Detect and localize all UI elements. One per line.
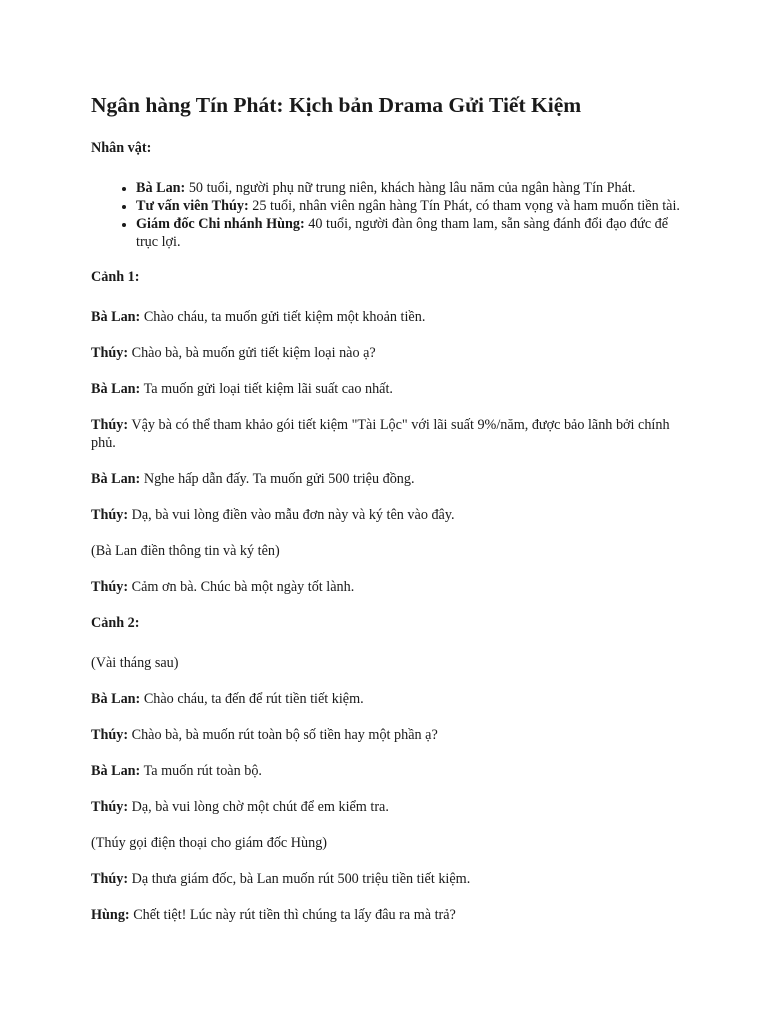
stage-direction [91,654,681,672]
dialogue-line [91,470,681,488]
dialogue-line [91,344,681,362]
dialogue-line [91,578,681,596]
characters-heading: Nhân vật: [91,140,152,156]
dialogue-line [91,906,681,924]
dialogue-text: (Vài tháng sau) [91,655,179,671]
speaker-name: Thúy: [91,871,129,887]
dialogue-text: (Bà Lan điền thông tin và ký tên) [91,543,280,559]
speaker-name: Thúy: [91,507,129,523]
speaker-name: Bà Lan: [91,763,141,779]
dialogue-text: Chào bà, bà muốn rút toàn bộ số tiền hay một phần ạ? [128,727,438,743]
speaker-name: Thúy: [91,345,129,361]
character-name: Tư vấn viên Thúy: [136,198,249,214]
dialogue-line [91,762,681,780]
dialogue-text: Dạ, bà vui lòng chờ một chút để em kiểm tra. [128,799,389,815]
speaker-name: Thúy: [91,417,129,433]
character-description: 50 tuổi, người phụ nữ trung niên, khách hàng lâu năm của ngân hàng Tín Phát. [185,180,636,196]
dialogue-line [91,690,681,708]
character-description: 25 tuổi, nhân viên ngân hàng Tín Phát, có tham vọng và ham muốn tiền tài. [248,198,680,214]
speaker-name: Bà Lan: [91,691,141,707]
speaker-name: Bà Lan: [91,381,141,397]
dialogue-line [91,416,681,452]
dialogue-text: Cảm ơn bà. Chúc bà một ngày tốt lành. [128,579,355,595]
dialogue-line [91,380,681,398]
speaker-name: Thúy: [91,799,129,815]
dialogue-text: Dạ thưa giám đốc, bà Lan muốn rút 500 triệu tiền tiết kiệm. [128,871,471,887]
document-body [91,139,681,942]
character-name: Giám đốc Chi nhánh Hùng: [136,216,305,232]
stage-direction [91,834,681,852]
dialogue-text: Dạ, bà vui lòng điền vào mẫu đơn này và ký tên vào đây. [128,507,455,523]
dialogue-line [91,726,681,744]
character-description: 40 tuổi, người đàn ông tham lam, sẵn sàng đánh đổi đạo đức để trục lợi. [136,216,669,250]
dialogue-text: Chào cháu, ta đến để rút tiền tiết kiệm. [140,691,364,707]
character-name: Bà Lan: [136,180,186,196]
speaker-name: Bà Lan: [91,471,141,487]
dialogue-text: Chào cháu, ta muốn gửi tiết kiệm một khoản tiền. [140,309,426,325]
scene-1-heading: Cảnh 1: [91,269,140,285]
dialogue-text: Chào bà, bà muốn gửi tiết kiệm loại nào ạ? [128,345,376,361]
speaker-name: Thúy: [91,579,129,595]
speaker-name: Hùng: [91,907,130,923]
speaker-name: Thúy: [91,727,129,743]
dialogue-line [91,798,681,816]
dialogue-text: Vậy bà có thể tham khảo gói tiết kiệm "Tài Lộc" với lãi suất 9%/năm, được bảo lãnh bởi chính phủ. [91,417,670,451]
speaker-name: Bà Lan: [91,309,141,325]
scene-2-heading: Cảnh 2: [91,615,140,631]
dialogue-line [91,870,681,888]
character-item [136,197,681,215]
stage-direction [91,542,681,560]
dialogue-text: Chết tiệt! Lúc này rút tiền thì chúng ta lấy đâu ra mà trả? [129,907,456,923]
character-list [91,179,681,251]
dialogue-line [91,506,681,524]
document-title: Ngân hàng Tín Phát: Kịch bản Drama Gửi Tiết Kiệm [91,93,582,117]
dialogue-line [91,308,681,326]
dialogue-text: Ta muốn gửi loại tiết kiệm lãi suất cao nhất. [140,381,393,397]
dialogue-text: Ta muốn rút toàn bộ. [140,763,262,779]
character-item [136,215,681,251]
character-item [136,179,681,197]
dialogue-text: Nghe hấp dẫn đấy. Ta muốn gửi 500 triệu đồng. [140,471,415,487]
dialogue-text: (Thúy gọi điện thoại cho giám đốc Hùng) [91,835,328,851]
